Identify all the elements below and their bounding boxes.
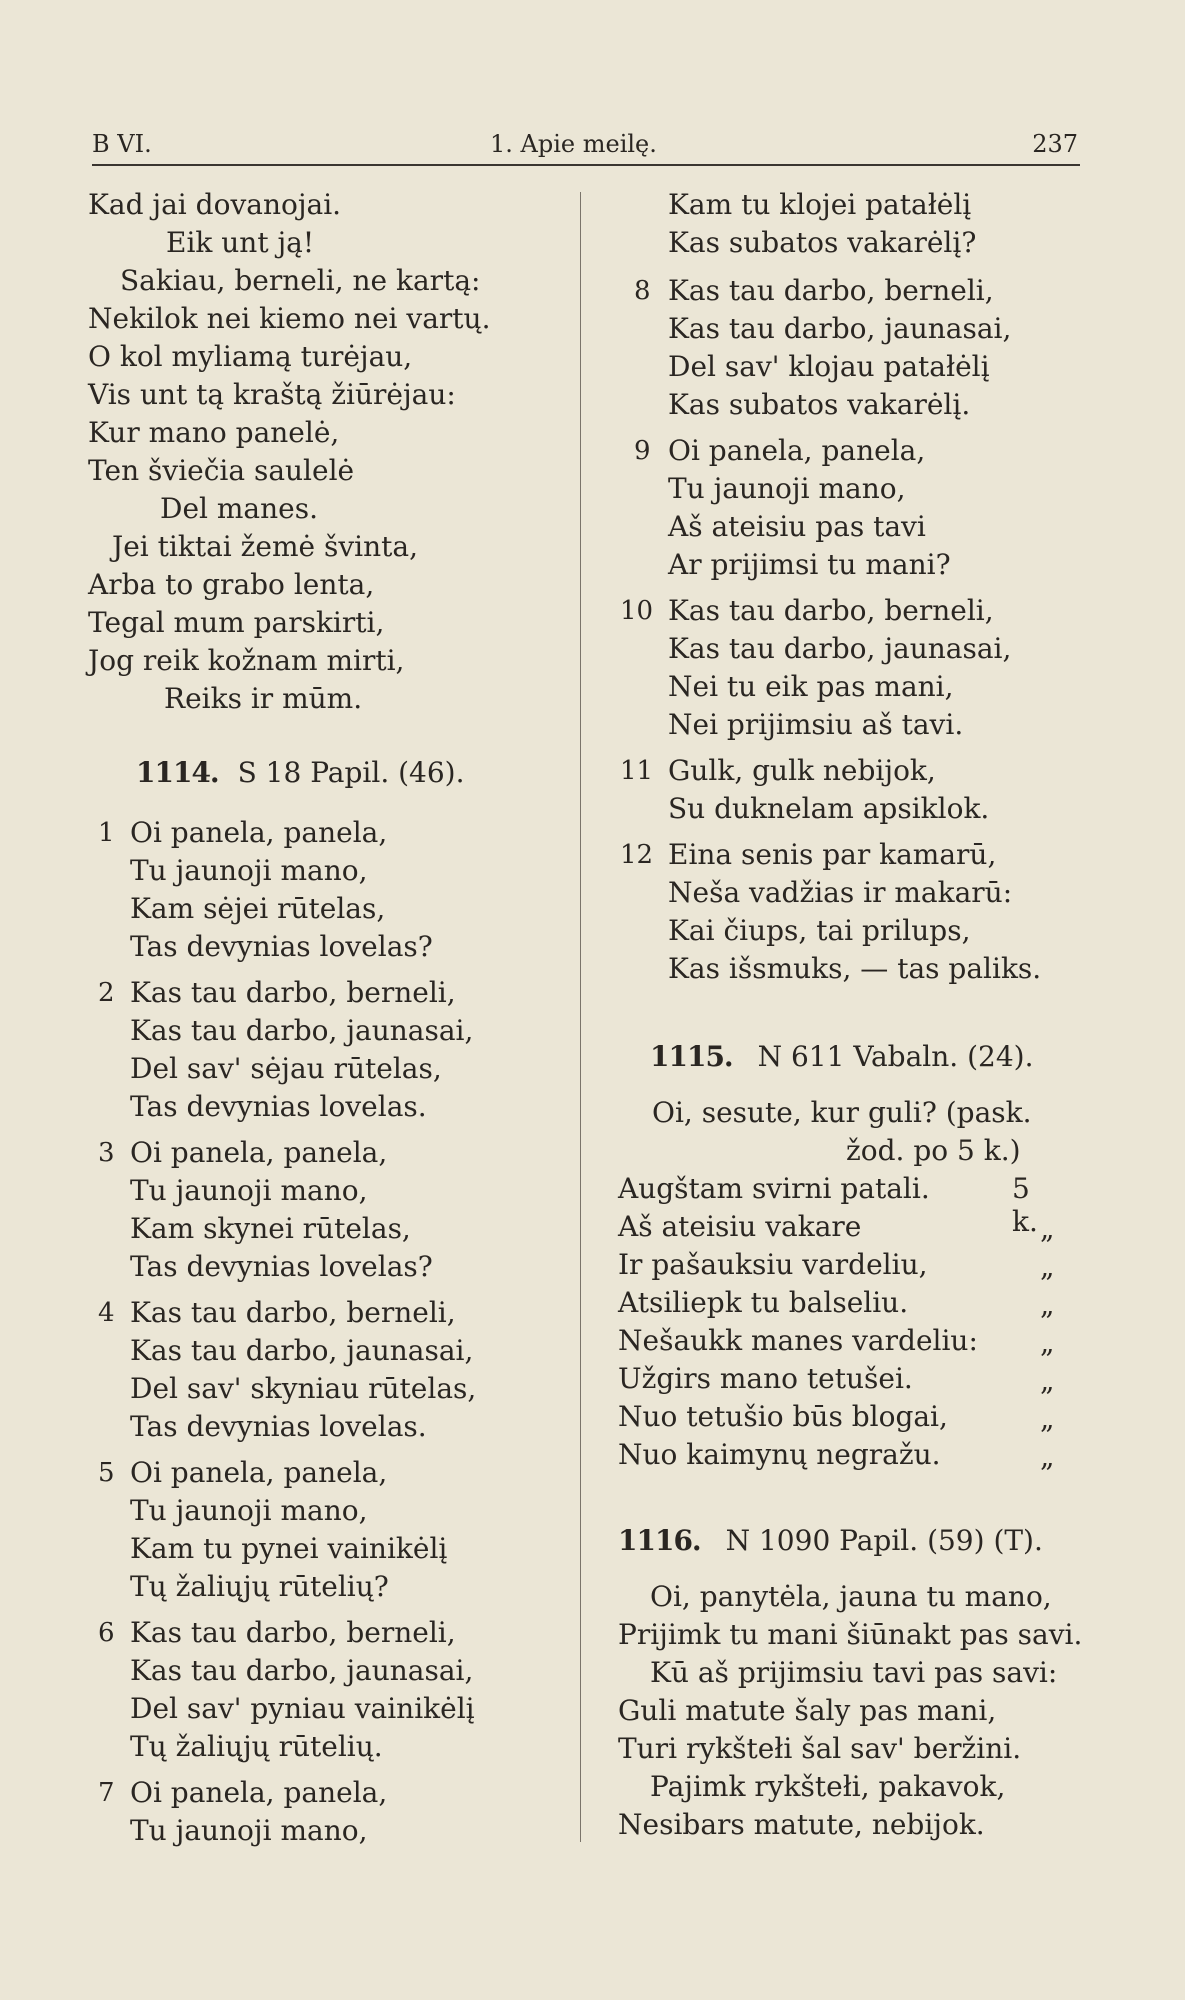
- song-heading: [650, 1040, 1033, 1073]
- verse-line: Ar prijimsi tu mani?: [668, 548, 951, 581]
- song-number: 1115.: [650, 1040, 733, 1073]
- repeat-mark: „: [1040, 1212, 1055, 1245]
- verse-number: 11: [620, 756, 654, 786]
- repeat-mark: „: [1040, 1288, 1055, 1321]
- verse-line: Tu jaunoji mano,: [130, 854, 368, 887]
- verse-line: Tas devynias lovelas.: [130, 1410, 427, 1443]
- song-number: 1116.: [618, 1524, 701, 1557]
- verse-line: Augštam svirni patali.: [618, 1172, 930, 1205]
- verse-line: Oi panela, panela,: [130, 816, 388, 849]
- verse-line: Nuo kaimynų negražu.: [618, 1438, 941, 1471]
- verse-line: Kas tau darbo, berneli,: [668, 594, 994, 627]
- verse-line: Tu jaunoji mano,: [130, 1494, 368, 1527]
- verse-number: 5: [98, 1458, 115, 1488]
- verse-line: Nekilok nei kiemo nei vartų.: [88, 302, 491, 335]
- repeat-mark: 5 k.: [1012, 1172, 1038, 1238]
- verse-line: Kas tau darbo, jaunasai,: [668, 632, 1012, 665]
- refrain-note: žod. po 5 k.): [846, 1134, 1021, 1167]
- verse-line: Tu jaunoji mano,: [130, 1814, 368, 1847]
- verse-line: Ten šviečia saulelė: [88, 454, 355, 487]
- verse-line: Sakiau, berneli, ne kartą:: [120, 264, 481, 297]
- page-number: 237: [1032, 130, 1078, 158]
- verse-line: Del sav' sėjau rūtelas,: [130, 1052, 442, 1085]
- verse-line: Oi panela, panela,: [130, 1456, 388, 1489]
- verse-line: Kam sėjei rūtelas,: [130, 892, 386, 925]
- verse-line: Atsiliepk tu balseliu.: [618, 1286, 909, 1319]
- repeat-mark: „: [1040, 1440, 1055, 1473]
- verse-number: 8: [634, 276, 651, 306]
- verse-line: Oi panela, panela,: [668, 434, 926, 467]
- verse-line: Kas tau darbo, jaunasai,: [130, 1014, 474, 1047]
- verse-number: 10: [620, 596, 654, 626]
- song-heading: [136, 756, 465, 789]
- verse-line: Kas tau darbo, jaunasai,: [130, 1334, 474, 1367]
- verse-line: Del sav' pyniau vainikėlį: [130, 1692, 475, 1725]
- song-source: S 18 Papil. (46).: [237, 756, 465, 789]
- verse-line: Nei prijimsiu aš tavi.: [668, 708, 964, 741]
- verse-line: Kas tau darbo, jaunasai,: [130, 1654, 474, 1687]
- verse-number: 1: [98, 818, 115, 848]
- verse-line: Ir pašauksiu vardeliu,: [618, 1248, 928, 1281]
- verse-line: Kas tau darbo, berneli,: [130, 976, 456, 1009]
- verse-line: Užgirs mano tetušei.: [618, 1362, 913, 1395]
- verse-line: Tu jaunoji mano,: [130, 1174, 368, 1207]
- verse-line: Jei tiktai žemė švinta,: [112, 530, 418, 563]
- verse-number: 9: [634, 436, 651, 466]
- song-heading: [618, 1524, 1043, 1557]
- verse-line: Kas tau darbo, berneli,: [130, 1296, 456, 1329]
- verse-line: Tas devynias lovelas?: [130, 1250, 433, 1283]
- verse-line: Oi panela, panela,: [130, 1776, 388, 1809]
- verse-line: Oi, panytėla, jauna tu mano,: [650, 1580, 1052, 1613]
- verse-line: Su duknelam apsiklok.: [668, 792, 990, 825]
- verse-line: Kam tu klojei patałėlį: [668, 188, 972, 221]
- verse-line: Oi panela, panela,: [130, 1136, 388, 1169]
- verse-line: Prijimk tu mani šiūnakt pas savi.: [618, 1618, 1083, 1651]
- verse-line: Arba to grabo lenta,: [88, 568, 375, 601]
- verse-line: Tas devynias lovelas.: [130, 1090, 427, 1123]
- verse-line: Kas tau darbo, berneli,: [668, 274, 994, 307]
- verse-line: Kas išsmuks, — tas paliks.: [668, 952, 1042, 985]
- verse-line: Kad jai dovanojai.: [88, 188, 342, 221]
- repeat-mark: „: [1040, 1326, 1055, 1359]
- verse-line: Pajimk rykštełi, pakavok,: [650, 1770, 1006, 1803]
- verse-line: Tegal mum parskirti,: [88, 606, 385, 639]
- verse-line: Kas subatos vakarėlį?: [668, 226, 977, 259]
- verse-line: Tu jaunoji mano,: [668, 472, 906, 505]
- refrain-note: Oi, sesute, kur guli? (pask.: [652, 1096, 1032, 1129]
- verse-line: Del sav' klojau patałėlį: [668, 350, 990, 383]
- verse-line: Del sav' skyniau rūtelas,: [130, 1372, 477, 1405]
- verse-line: Nešaukk manes vardeliu:: [618, 1324, 978, 1357]
- verse-line: Guli matute šaly pas mani,: [618, 1694, 997, 1727]
- verse-line: Kas tau darbo, jaunasai,: [668, 312, 1012, 345]
- verse-line: Vis unt tą kraštą žiūrėjau:: [88, 378, 456, 411]
- column-divider: [580, 192, 581, 1842]
- verse-line: Eik unt ją!: [166, 226, 315, 259]
- verse-line: Kas tau darbo, berneli,: [130, 1616, 456, 1649]
- verse-line: Jog reik kožnam mirti,: [88, 644, 405, 677]
- verse-line: Neša vadžias ir makarū:: [668, 876, 1013, 909]
- verse-line: Nei tu eik pas mani,: [668, 670, 954, 703]
- verse-line: Kas subatos vakarėlį.: [668, 388, 971, 421]
- section-title: 1. Apie meilę.: [490, 130, 657, 158]
- verse-number: 4: [98, 1298, 115, 1328]
- verse-line: Tų žaliųjų rūtelių?: [130, 1570, 389, 1603]
- verse-line: Del manes.: [160, 492, 318, 525]
- verse-number: 6: [98, 1618, 115, 1648]
- song-source: N 1090 Papil. (59) (T).: [725, 1524, 1043, 1557]
- repeat-mark: „: [1040, 1250, 1055, 1283]
- verse-line: Kam tu pynei vainikėlį: [130, 1532, 448, 1565]
- song-source: N 611 Vabaln. (24).: [757, 1040, 1034, 1073]
- verse-line: Tas devynias lovelas?: [130, 930, 433, 963]
- repeat-mark: „: [1040, 1402, 1055, 1435]
- verse-number: 12: [620, 840, 654, 870]
- verse-line: Kai čiups, tai prilups,: [668, 914, 971, 947]
- verse-line: Kū aš prijimsiu tavi pas savi:: [650, 1656, 1058, 1689]
- verse-number: 3: [98, 1138, 115, 1168]
- verse-line: Eina senis par kamarū,: [668, 838, 997, 871]
- verse-line: Turi rykštełi šal sav' beržini.: [618, 1732, 1022, 1765]
- verse-line: Tų žaliųjų rūtelių.: [130, 1730, 383, 1763]
- song-number: 1114.: [136, 756, 219, 789]
- verse-line: Aš ateisiu pas tavi: [668, 510, 926, 543]
- verse-line: Reiks ir mūm.: [164, 682, 363, 715]
- verse-line: Kam skynei rūtelas,: [130, 1212, 411, 1245]
- verse-line: Aš ateisiu vakare: [618, 1210, 862, 1243]
- running-header: [92, 130, 1080, 166]
- repeat-mark: „: [1040, 1364, 1055, 1397]
- verse-line: Gulk, gulk nebijok,: [668, 754, 936, 787]
- verse-number: 7: [98, 1778, 115, 1808]
- section-label: B VI.: [92, 130, 152, 158]
- verse-line: Kur mano panelė,: [88, 416, 340, 449]
- verse-line: Nesibars matute, nebijok.: [618, 1808, 985, 1841]
- verse-number: 2: [98, 978, 115, 1008]
- verse-line: O kol myliamą turėjau,: [88, 340, 413, 373]
- verse-line: Nuo tetušio būs blogai,: [618, 1400, 948, 1433]
